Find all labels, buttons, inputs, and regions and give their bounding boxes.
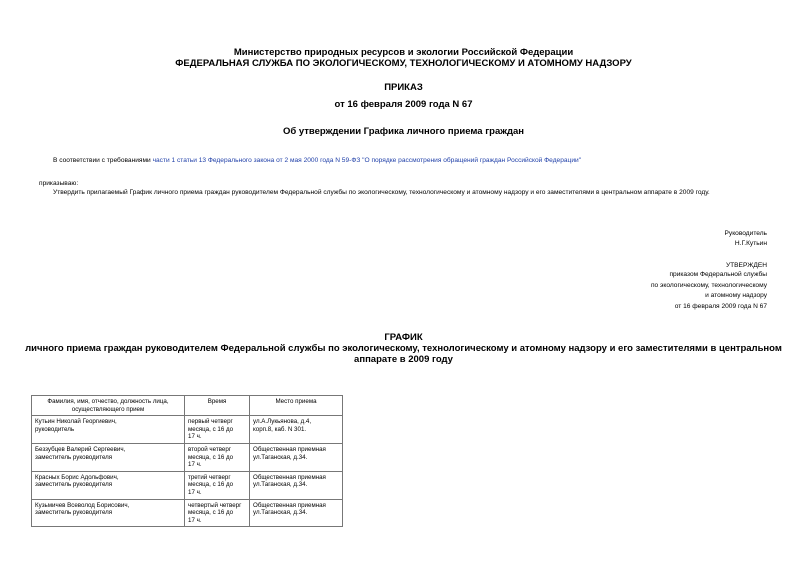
- cell-time: первый четверг месяца, с 16 до 17 ч.: [185, 416, 250, 444]
- column-header-place: Место приема: [250, 396, 343, 416]
- schedule-title: ГРАФИК: [384, 332, 423, 343]
- table-header-row: [32, 396, 343, 416]
- law-reference-link[interactable]: части 1 статьи 13 Федерального закона от 2 мая 2000 года N 59-ФЗ "О порядке рассмотрения обращений граждан Российской Федерации": [152, 157, 582, 164]
- signature-name: Н.Г.Кутьин: [734, 240, 767, 247]
- approved-line-4: от 16 февраля 2009 года N 67: [674, 303, 767, 310]
- cell-person: Кутьин Николай Георгиевич, руководитель: [32, 416, 185, 444]
- approved-line-2: по экологическому, технологическому: [650, 282, 767, 289]
- order-text: Утвердить прилагаемый График личного приема граждан руководителем Федеральной службы по экологическому, технологическому и атомному надзору и его заместителями в центральном аппарате в 2009 году.: [53, 189, 710, 196]
- schedule-subtitle-line-1: личного приема граждан руководителем Федеральной службы по экологическому, технологическому и атомному надзору и его заместителями в центральном: [25, 343, 782, 354]
- order-word: приказываю:: [39, 180, 79, 187]
- cell-person: Красных Борис Адольфович, заместитель руководителя: [32, 471, 185, 499]
- cell-place: Общественная приемная ул.Таганская, д.34.: [250, 471, 343, 499]
- schedule-subtitle-line-2: аппарате в 2009 году: [354, 354, 453, 365]
- table-row: [32, 443, 343, 471]
- approved-line-3: и атомному надзору: [705, 292, 767, 299]
- service-name: ФЕДЕРАЛЬНАЯ СЛУЖБА ПО ЭКОЛОГИЧЕСКОМУ, ТЕХНОЛОГИЧЕСКОМУ И АТОМНОМУ НАДЗОРУ: [175, 58, 632, 69]
- cell-person: Беззубцев Валерий Сергеевич, заместитель руководителя: [32, 443, 185, 471]
- schedule-table: [31, 395, 343, 527]
- column-header-time: Время: [185, 396, 250, 416]
- cell-place: ул.А.Лукьянова, д.4, корп.8, каб. N 301.: [250, 416, 343, 444]
- approved-title: УТВЕРЖДЕН: [725, 262, 767, 269]
- approved-line-1: приказом Федеральной службы: [669, 271, 767, 278]
- ministry-name: Министерство природных ресурсов и экологии Российской Федерации: [233, 47, 574, 58]
- cell-time: третий четверг месяца, с 16 до 17 ч.: [185, 471, 250, 499]
- cell-time: второй четверг месяца, с 16 до 17 ч.: [185, 443, 250, 471]
- document-type: ПРИКАЗ: [384, 82, 423, 93]
- cell-person: Кузьмичев Всеволод Борисович, заместитель руководителя: [32, 499, 185, 527]
- cell-place: Общественная приемная ул.Таганская, д.34.: [250, 443, 343, 471]
- intro-paragraph: [53, 157, 581, 165]
- signature-role: Руководитель: [724, 230, 767, 237]
- column-header-person: Фамилия, имя, отчество, должность лица, осуществляющего прием: [32, 396, 185, 416]
- document-date: от 16 февраля 2009 года N 67: [334, 99, 473, 110]
- cell-place: Общественная приемная ул.Таганская, д.34.: [250, 499, 343, 527]
- cell-time: четвертый четверг месяца, с 16 до 17 ч.: [185, 499, 250, 527]
- table-row: [32, 499, 343, 527]
- document-title: Об утверждении Графика личного приема граждан: [282, 126, 525, 137]
- intro-prefix: В соответствии с требованиями: [53, 157, 151, 164]
- table-row: [32, 416, 343, 444]
- table-row: [32, 471, 343, 499]
